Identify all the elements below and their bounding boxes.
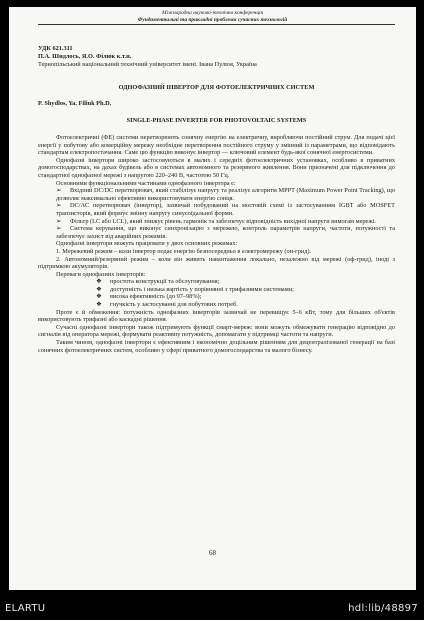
running-header [9,10,416,24]
udk-code: УДК 621.311 [38,45,73,52]
list-item: ➢ Фільтр (LC або LCL), який знижує рівень гармонік та забезпечує відповідність вихідної напруги вимогам мережі. [56,217,376,225]
document-page [9,7,416,590]
paragraph-limitations: Проте є й обмеження: потужність однофазних інверторів зазвичай не перевищує 5–6 кВт, тому для більших об'єктів використовують трифазні або каскадні рішення. [38,308,395,324]
list-item: ➢ Система керування, що виконує синхронізацію з мережею, контроль параметрів напруги, частоти, потужності та забезпечує захист від аварійних режимів. [56,225,395,240]
header-rule [38,24,395,25]
body-text [38,134,395,354]
conference-title: Фундаментальні та прикладні проблеми сучасних технологій [137,17,288,23]
arrow-bullet-icon: ➢ [56,217,62,225]
paragraph-components-intro: Основними функціональними частинами однофазного інвертора є: [56,179,236,187]
conference-name: Міжнародна науково-технічна конференція [161,10,264,16]
authors-en: P. Shydlos, Ya. Filiuk Ph.D, [38,100,112,107]
paragraph-modes-intro: Однофазні інвертори можуть працювати у двох основних режимах: [56,240,238,248]
footer-handle-label: hdl:lib/48897 [348,603,418,614]
page-number: 68 [209,549,216,557]
authors-ua: П.А. Шидлось, Я.О. Філюк к.т.н. [38,53,132,60]
title-ua: ОДНОФАЗНИЙ ІНВЕРТОР ДЛЯ ФОТОЕЛЕКТРИЧНИХ СИСТЕМ [118,84,315,91]
arrow-bullet-icon: ➢ [56,202,62,210]
paragraph-advantages-intro: Переваги однофазних інверторів: [56,270,146,278]
list-item: ❖ гнучкість у застосуванні для побутових потреб. [96,301,238,309]
diamond-bullet-icon: ❖ [96,301,102,309]
list-item: ❖ висока ефективність (до 97–98%); [96,293,202,301]
diamond-bullet-icon: ❖ [96,278,102,286]
arrow-bullet-icon: ➢ [56,187,62,195]
paragraph-intro: Фотоелектричні (ФЕ) системи перетворюють сонячну енергію на електричну, виробляючи постійний струм. Для подачі цієї енергії у побутову або комерційну мережу необхідне перетворення постійного струму у змінний із параметрами, що відповідають стандартам електропостачання. Саме цю функцію виконує інвертор — ключовий елемент будь-якої сонячної енергосистеми. [38,134,395,157]
list-item: ➢ DC/AC перетворювач (інвертор), зазвичай побудований на мостовій схемі із застосуванням IGBT або MOSFET транзисторів, який формує змінну напругу синусоїдальної форми. [56,202,395,217]
diamond-bullet-icon: ❖ [96,293,102,301]
paragraph-conclusion: Таким чином, однофазні інвертори є ефективним і економічно доцільним рішенням для децентралізованої генерації на базі сонячних фотоелектричних систем, особливо у сфері приватного домогосподарства та малого бізнесу. [38,339,395,354]
paragraph-mode-offgrid: 2. Автономний/резервний режим – коли він живить навантаження локально, незалежно від мережі (оф-грид), іноді з підтримкою акумуляторів. [38,255,395,271]
affiliation: Тернопільський національний технічний університет імені. Івана Пулюя, Україна [38,61,257,68]
list-item: ❖ доступність і низька вартість у порівнянні з трифазними системами; [96,285,294,293]
paragraph-mode-grid: 1. Мережевий режим – коли інвертор подає енергію безпосередньо в електромережу (он-грид). [56,247,312,255]
footer-repository-label: ELARTU [5,603,46,614]
arrow-bullet-icon: ➢ [56,225,62,233]
list-item: ❖ простота конструкції та обслуговування; [96,278,220,286]
paragraph-smart-grid: Сучасні однофазні інвертори також підтримують функції смарт-мереж: вони можуть обмежувати генерацію відповідно до сигналів від оператора мережі, формувати реактивну потужність, допомагати у підтримці частоти та напруги. [38,323,395,339]
paragraph-usage: Однофазні інвертори широко застосовуються в малих і середніх фотоелектричних установках, особливо в приватних домогосподарствах, на дахах будівель або в системах автономного та резервного живлення. Вони призначені для підключення до стандартної однофазної мережі з напругою 220–240 В, частотою 50 Гц. [38,156,395,179]
diamond-bullet-icon: ❖ [96,285,102,293]
list-item: ➢ Вхідний DC/DC перетворювач, який стабілізує напругу та реалізує алгоритм MPPT (Maximum Power Point Tracking), що дозволяє максимально ефективно використовувати енергію сонця. [56,187,395,202]
title-en: SINGLE-PHASE INVERTER FOR PHOTOVOLTAIC SYSTEMS [126,117,307,124]
